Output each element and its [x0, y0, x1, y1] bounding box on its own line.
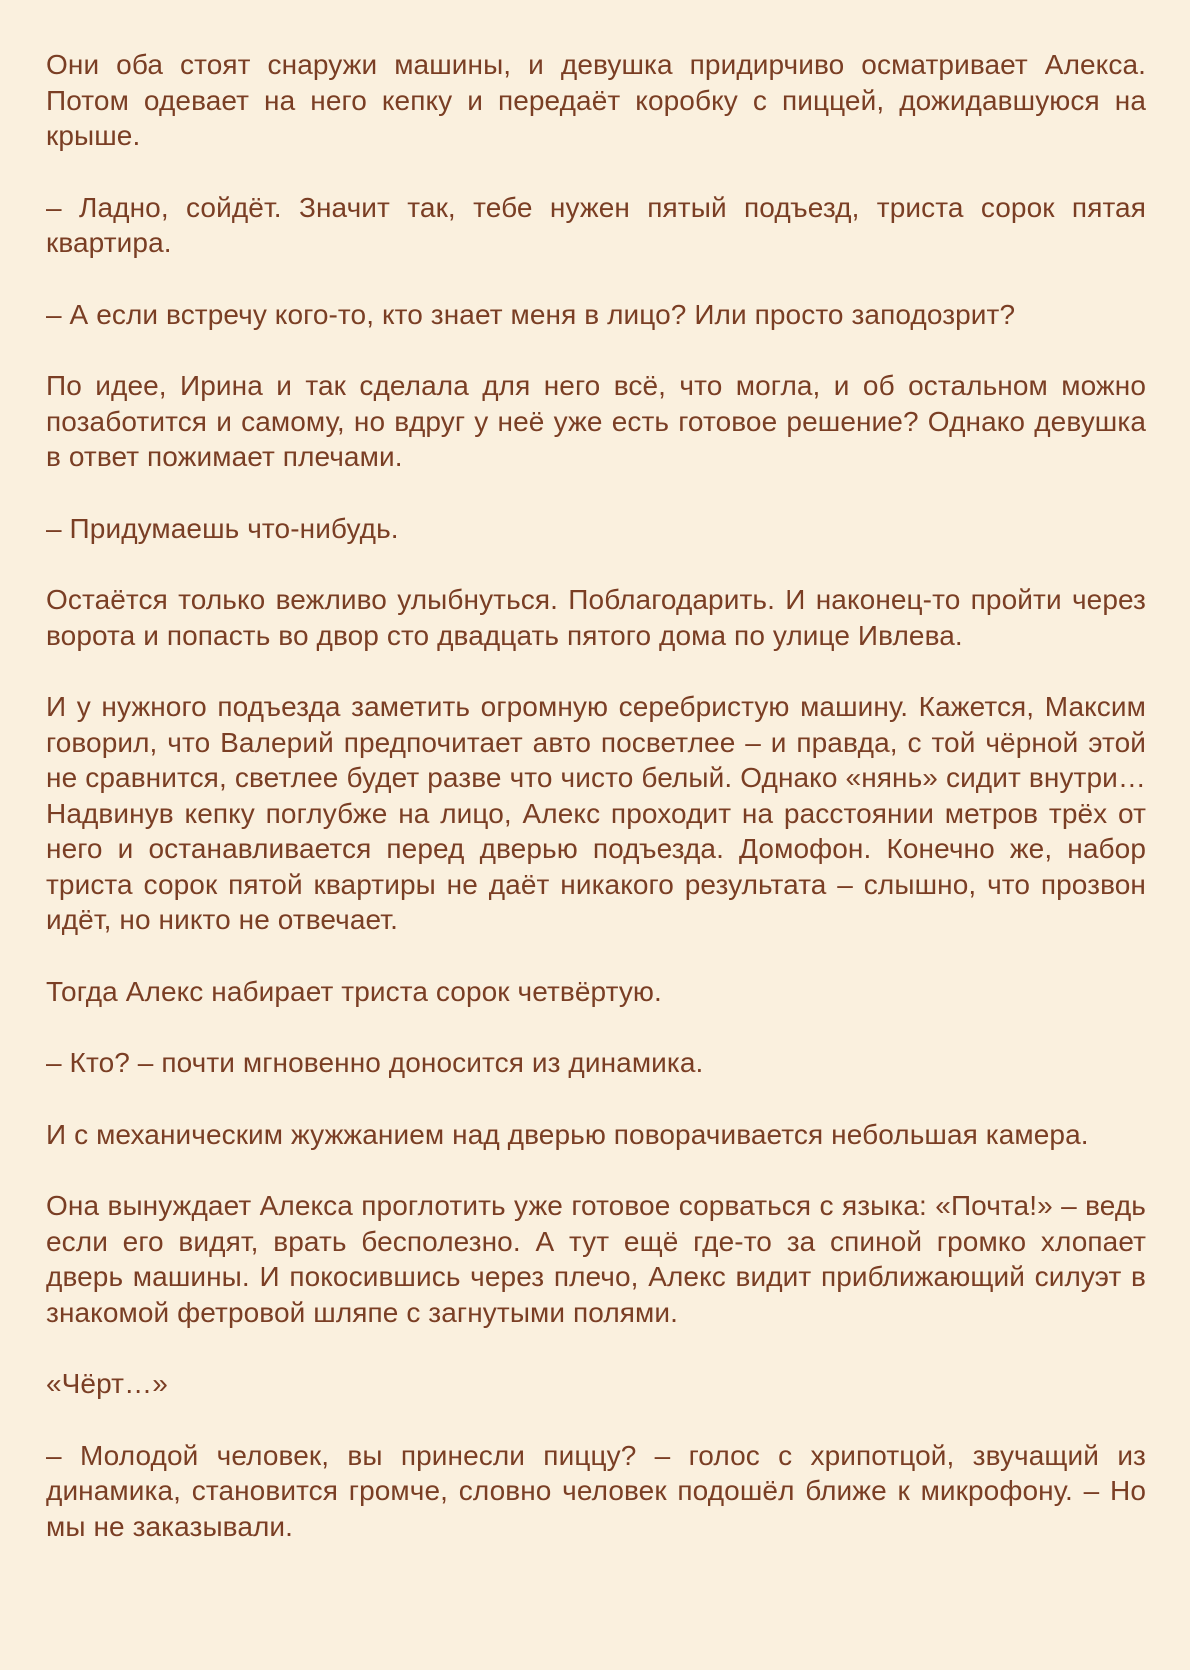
- paragraph-9: – Кто? – почти мгновенно доносится из динамика.: [46, 1047, 704, 1078]
- paragraph-7: И у нужного подъезда заметить огромную серебристую машину. Кажется, Максим говорил, что Валерий предпочитает авто посветлее – и правда, с той чёрной этой не сравнится, светлее будет разве что чисто белый. Однако «нянь» сидит внутри… Надвинув кепку поглубже на лицо, Алекс проходит на расстоянии метров трёх от него и останавливается перед дверью подъезда. Домофон. Конечно же, набор триста сорок пятой квартиры не даёт никакого результата – слышно, что прозвон идёт, но никто не отвечает.: [46, 691, 1146, 935]
- paragraph-3: – А если встречу кого-то, кто знает меня в лицо? Или просто заподозрит?: [46, 298, 1016, 330]
- paragraph-11: Она вынуждает Алекса проглотить уже готовое сорваться с языка: «Почта!» – ведь если его видят, врать бесполезно. А тут ещё где-то за спиной громко хлопает дверь машины. И покосившись через плечо, Алекс видит приближающий силуэт в знакомой фетровой шляпе с загнутыми полями.: [46, 1190, 1146, 1328]
- paragraph-13: – Молодой человек, вы принесли пиццу? – голос с хрипотцой, звучащий из динамика, становится громче, словно человек подошёл ближе к микрофону. – Но мы не заказывали.: [46, 1439, 1146, 1542]
- paragraph-4: По идее, Ирина и так сделала для него всё, что могла, и об остальном можно позаботится и самому, но вдруг у неё уже есть готовое решение? Однако девушка в ответ пожимает плечами.: [46, 370, 1146, 472]
- paragraph-10: И с механическим жужжанием над дверью поворачивается небольшая камера.: [46, 1118, 1089, 1150]
- paragraph-6: Остаётся только вежливо улыбнуться. Поблагодарить. И наконец-то пройти через ворота и попасть во двор сто двадцать пятого дома по улице Ивлева.: [46, 584, 1146, 651]
- paragraph-8: Тогда Алекс набирает триста сорок четвёртую.: [46, 975, 662, 1007]
- paragraph-5: – Придумаешь что-нибудь.: [46, 512, 399, 544]
- paragraph-1: Они оба стоят снаружи машины, и девушка придирчиво осматривает Алекса. Потом одевает на него кепку и передаёт коробку с пиццей, дожидавшуюся на крыше.: [46, 49, 1146, 151]
- paragraph-2: – Ладно, сойдёт. Значит так, тебе нужен пятый подъезд, триста сорок пятая квартира.: [46, 191, 1146, 258]
- paragraph-12: «Чёрт…»: [46, 1368, 168, 1399]
